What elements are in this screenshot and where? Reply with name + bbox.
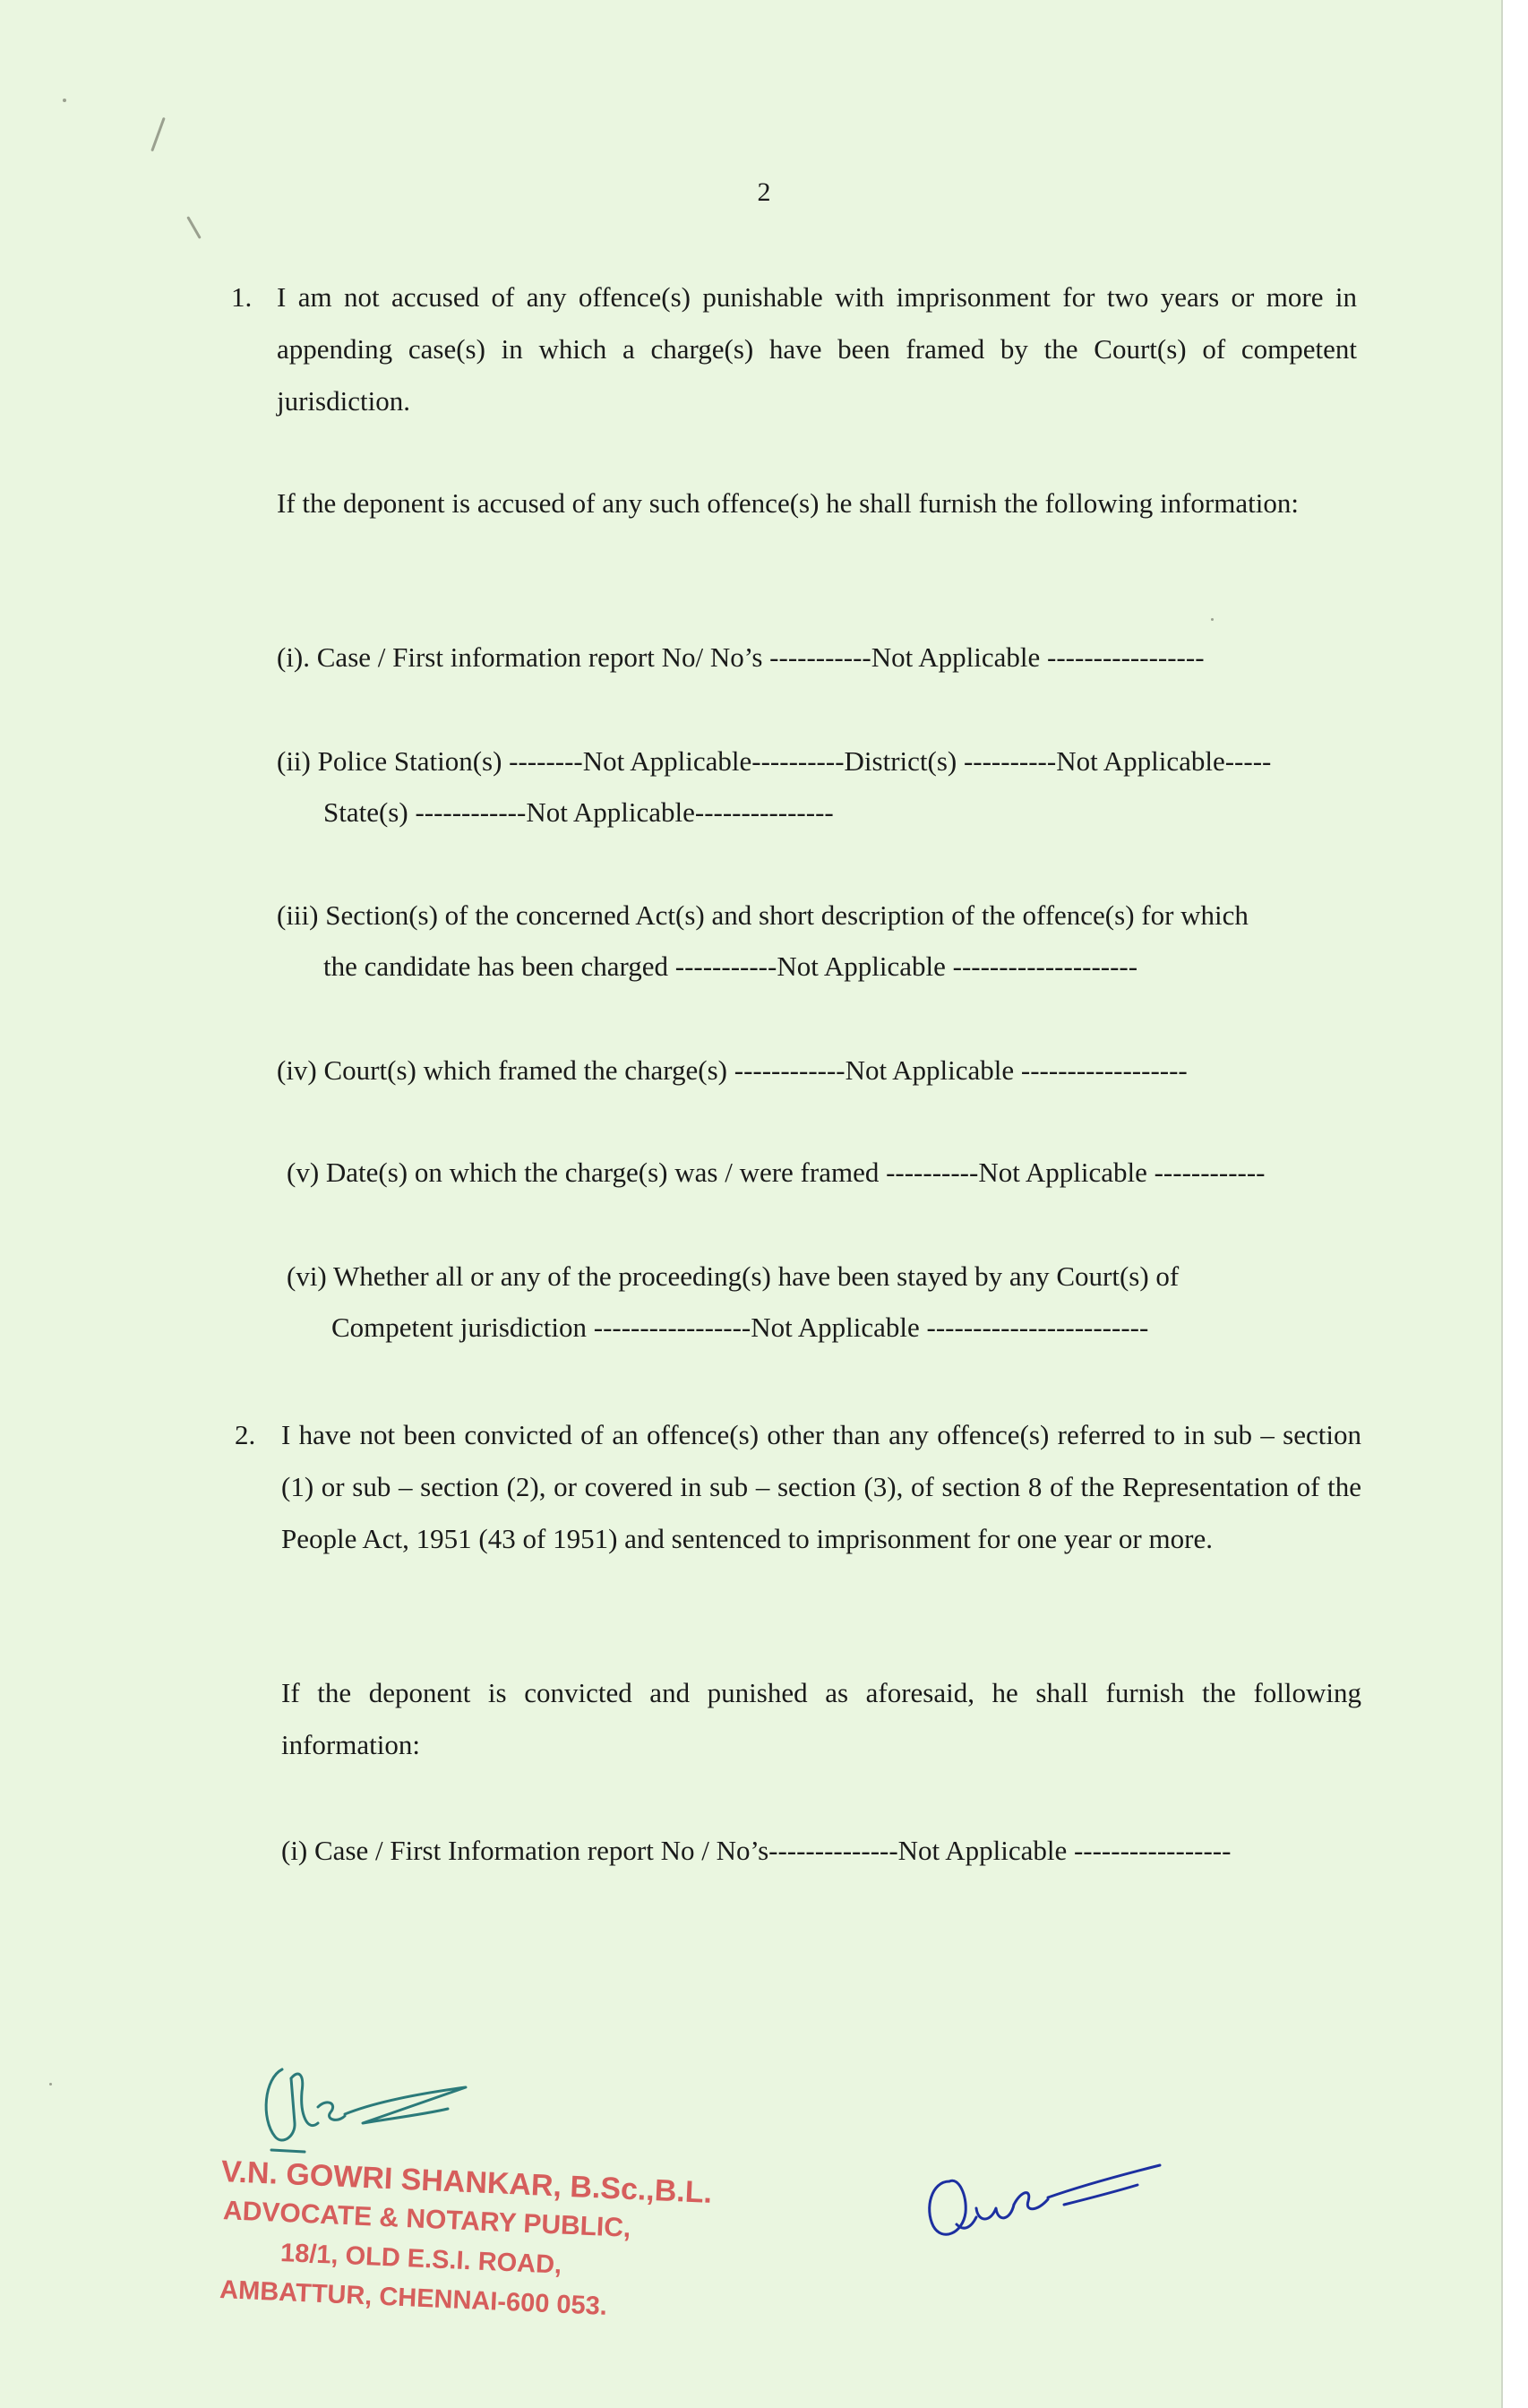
para2-followup: If the deponent is convicted and punished as aforesaid, he shall furnish the following information: bbox=[281, 1677, 1361, 1760]
scan-mark bbox=[150, 117, 165, 152]
para1-item-vi-b: Competent jurisdiction -----------------Not Applicable ------------------------ bbox=[331, 1312, 1149, 1343]
para1-item-vi-a: (vi) Whether all or any of the proceeding(s) have been stayed by any Court(s) of bbox=[287, 1260, 1180, 1292]
para2-item-i: (i) Case / First Information report No / No’s--------------Not Applicable ----------------- bbox=[281, 1835, 1232, 1866]
para1-item-i: (i). Case / First information report No/ No’s -----------Not Applicable ----------------- bbox=[277, 641, 1205, 673]
deponent-signature bbox=[914, 2146, 1173, 2258]
scan-edge bbox=[1501, 0, 1528, 2408]
para2-text: I have not been convicted of an offence(s) other than any offence(s) referred to in sub – section (1) or sub – section (2), or covered in sub – section (3), of section 8 of the Representation of the People Act, 1951 (43 of 1951) and sentenced to imprisonment for one year or more. bbox=[281, 1419, 1361, 1554]
scan-speck bbox=[1211, 618, 1214, 621]
scan-speck bbox=[49, 2083, 52, 2086]
para1-item-ii-b: State(s) ------------Not Applicable--------------- bbox=[323, 796, 834, 828]
para1-item-v: (v) Date(s) on which the charge(s) was / were framed ----------Not Applicable ------------ bbox=[287, 1157, 1266, 1188]
stamp-line-2: ADVOCATE & NOTARY PUBLIC, bbox=[222, 2196, 632, 2243]
stamp-line-3: 18/1, OLD E.S.I. ROAD, bbox=[279, 2238, 562, 2280]
para1-text: I am not accused of any offence(s) punishable with imprisonment for two years or more in appending case(s) in which a charge(s) have been framed by the Court(s) of competent jurisdiction. bbox=[277, 281, 1357, 417]
para2-number: 2. bbox=[235, 1419, 256, 1450]
stamp-line-4: AMBATTUR, CHENNAI-600 053. bbox=[219, 2275, 608, 2321]
scan-mark bbox=[186, 216, 202, 239]
para1-followup: If the deponent is accused of any such offence(s) he shall furnish the following information: bbox=[277, 487, 1299, 519]
stamp-line-1: V.N. GOWRI SHANKAR, B.Sc.,B.L. bbox=[220, 2154, 713, 2210]
para1-number: 1. bbox=[231, 281, 253, 313]
para1-item-iv: (iv) Court(s) which framed the charge(s) ------------Not Applicable ------------------ bbox=[277, 1054, 1188, 1086]
para1-item-iii-a: (iii) Section(s) of the concerned Act(s) and short description of the offence(s) for which bbox=[277, 899, 1249, 931]
para1-item-ii-a: (ii) Police Station(s) --------Not Applicable----------District(s) ----------Not Applicable----- bbox=[277, 745, 1272, 777]
page-number: 2 bbox=[757, 177, 771, 207]
notary-stamp bbox=[215, 2152, 713, 2328]
para1-item-iii-b: the candidate has been charged -----------Not Applicable -------------------- bbox=[323, 950, 1138, 982]
scan-speck bbox=[63, 99, 66, 102]
notary-signature bbox=[255, 2051, 488, 2163]
